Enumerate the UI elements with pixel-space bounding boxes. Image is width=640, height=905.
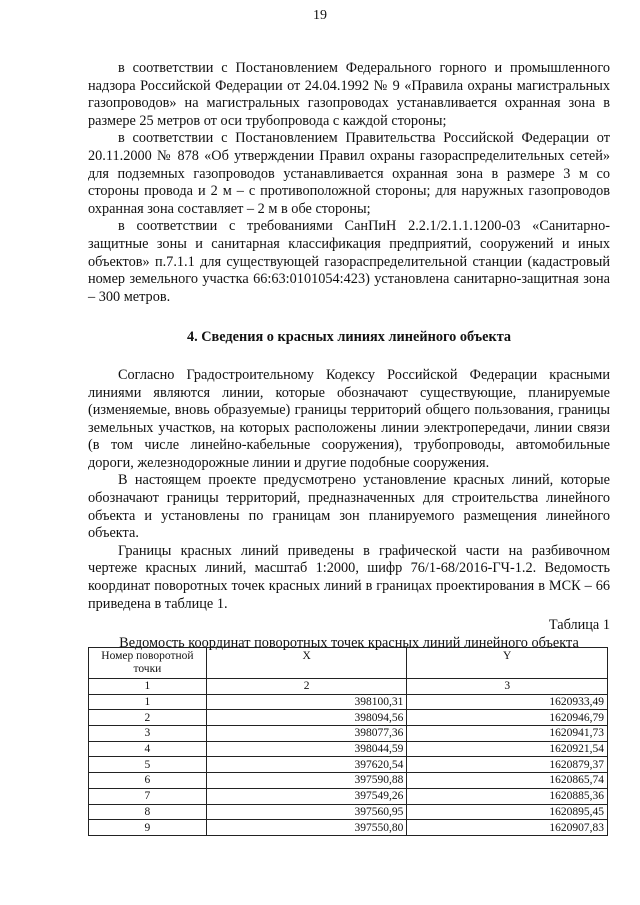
x-coordinate-cell: 397560,95 <box>206 804 407 820</box>
y-coordinate-cell: 1620879,37 <box>407 757 608 773</box>
x-coordinate-cell: 398094,56 <box>206 710 407 726</box>
document-body <box>88 60 610 652</box>
table-row <box>89 804 608 820</box>
page-number: 19 <box>313 8 327 23</box>
table-row <box>89 820 608 836</box>
y-coordinate-cell: 1620921,54 <box>407 741 608 757</box>
point-number-cell: 2 <box>89 710 207 726</box>
table-row <box>89 726 608 742</box>
x-coordinate-cell: 398100,31 <box>206 694 407 710</box>
y-coordinate-cell: 1620907,83 <box>407 820 608 836</box>
y-coordinate-cell: 1620865,74 <box>407 773 608 789</box>
paragraph-gas-distribution-zone: в соответствии с Постановлением Правительства Российской Федерации от 20.11.2000 № 878 «Об утверждении Правил охраны газораспределительных сетей» для подземных газопроводов устанавливается охранная зона в размере 3 м со стороны провода и 2 м – с противоположной стороны; для наружных газопроводов охранная зона составляет – 2 м в обе стороны; <box>88 130 610 217</box>
x-coordinate-cell: 397620,54 <box>206 757 407 773</box>
point-number-cell: 3 <box>89 726 207 742</box>
table-row <box>89 773 608 789</box>
point-number-cell: 6 <box>89 773 207 789</box>
point-number-cell: 7 <box>89 788 207 804</box>
x-coordinate-cell: 397590,88 <box>206 773 407 789</box>
paragraph-sanitary-zone: в соответствии с требованиями СанПиН 2.2.1/2.1.1.1200-03 «Санитарно-защитные зоны и санитарная классификация предприятий, сооружений и иных объектов» п.7.1.1 для существующей газораспределительной станции (кадастровый номер земельного участка 66:63:0101054:423) установлена санитарно-защитная зона – 300 метров. <box>88 218 610 305</box>
point-number-cell: 9 <box>89 820 207 836</box>
section-heading: 4. Сведения о красных линиях линейного объекта <box>186 329 512 346</box>
header-point-number: Номер поворотной точки <box>89 648 207 679</box>
coordinates-table <box>88 647 608 836</box>
table-row <box>89 694 608 710</box>
x-coordinate-cell: 398044,59 <box>206 741 407 757</box>
table-row <box>89 788 608 804</box>
y-coordinate-cell: 1620933,49 <box>407 694 608 710</box>
column-number: 3 <box>407 679 608 695</box>
header-x: X <box>206 648 407 679</box>
point-number-cell: 4 <box>89 741 207 757</box>
point-number-cell: 8 <box>89 804 207 820</box>
column-number: 1 <box>89 679 207 695</box>
point-number-cell: 1 <box>89 694 207 710</box>
paragraph-gas-trunk-zone: в соответствии с Постановлением Федерального горного и промышленного надзора Российской Федерации от 24.04.1992 № 9 «Правила охраны магистральных газопроводов» на магистральных газопроводах устанавливается охранная зона в размере 25 метров от оси трубопровода с каждой стороны; <box>88 60 610 129</box>
table-label: Таблица 1 <box>548 617 610 634</box>
paragraph-red-lines-definition: Согласно Градостроительному Кодексу Российской Федерации красными линиями являются линии, которые обозначают существующие, планируемые (изменяемые, вновь образуемые) границы территорий общего пользования, границы земельных участков, на которых расположены линии электропередачи, линии связи (в том числе линейно-кабельные сооружения), трубопроводы, автомобильные дороги, железнодорожные линии и другие подобные сооружения. <box>88 366 610 471</box>
table-title: Ведомость координат поворотных точек красных линий линейного объекта <box>119 634 579 651</box>
column-number: 2 <box>206 679 407 695</box>
y-coordinate-cell: 1620946,79 <box>407 710 608 726</box>
table-row <box>89 741 608 757</box>
table-row <box>89 757 608 773</box>
table-row <box>89 710 608 726</box>
y-coordinate-cell: 1620941,73 <box>407 726 608 742</box>
column-number-row <box>89 679 608 695</box>
table-header-row <box>89 648 608 679</box>
paragraph-red-lines-drawing: Границы красных линий приведены в графической части на разбивочном чертеже красных линий, масштаб 1:2000, шифр 76/1-68/2016-ГЧ-1.2. Ведомость координат поворотных точек красных линий в границах проектирования в МСК – 66 приведена в таблице 1. <box>88 542 610 612</box>
point-number-cell: 5 <box>89 757 207 773</box>
y-coordinate-cell: 1620885,36 <box>407 788 608 804</box>
header-y: Y <box>407 648 608 679</box>
x-coordinate-cell: 398077,36 <box>206 726 407 742</box>
x-coordinate-cell: 397549,26 <box>206 788 407 804</box>
y-coordinate-cell: 1620895,45 <box>407 804 608 820</box>
paragraph-red-lines-project: В настоящем проекте предусмотрено установление красных линий, которые обозначают границы территорий, предназначенных для строительства линейного объекта и установлены по границам зон планируемого размещения линейного объекта. <box>88 472 610 542</box>
x-coordinate-cell: 397550,80 <box>206 820 407 836</box>
